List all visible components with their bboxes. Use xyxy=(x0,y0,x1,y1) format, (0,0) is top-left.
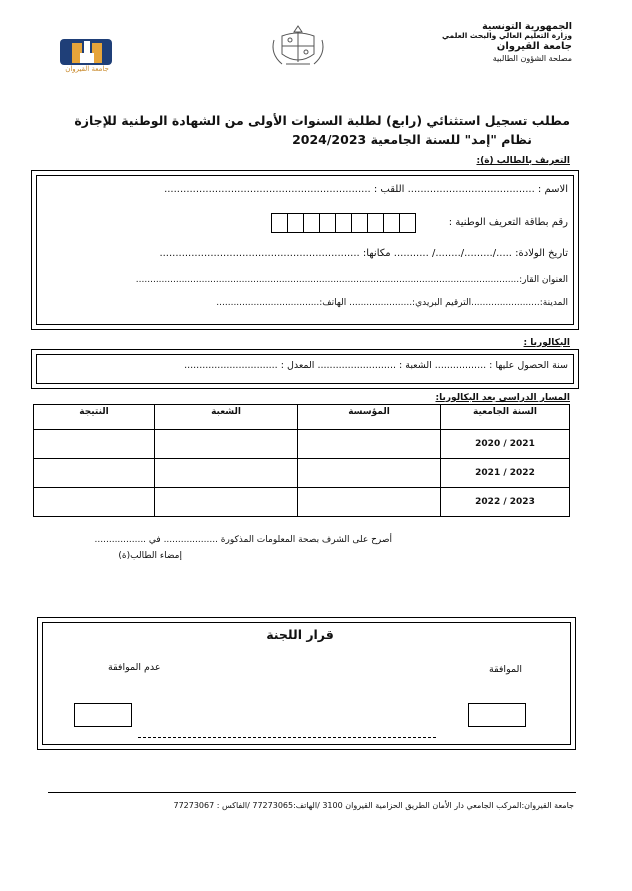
committee-title: قرار اللجنة xyxy=(266,627,334,642)
national-id-input[interactable] xyxy=(272,213,416,233)
table-row xyxy=(34,430,570,459)
logo-caption: جامعة القيروان xyxy=(65,65,109,73)
path-section-title: المسار الدراسي بعد البكالوريا: xyxy=(435,393,570,403)
reject-checkbox[interactable] xyxy=(74,703,132,727)
approve-label: الموافقة xyxy=(488,664,522,675)
form-title-line2: نظام "إمد" للسنة الجامعية 2024/2023 xyxy=(292,132,532,147)
ministry-name: وزارة التعليم العالي والبحث العلمي xyxy=(441,30,572,40)
id-digit-cell[interactable] xyxy=(351,213,368,233)
form-title-line1: مطلب تسجيل استثنائي (رابع) لطلبة السنوات الأولى من الشهادة الوطنية للإجازة xyxy=(74,113,570,128)
result-cell[interactable] xyxy=(34,430,155,459)
service-name: مصلحة الشؤون الطالبية xyxy=(492,54,572,64)
col-result: النتيجة xyxy=(34,405,155,430)
id-digit-cell[interactable] xyxy=(335,213,352,233)
result-cell[interactable] xyxy=(34,488,155,517)
table-header-row xyxy=(34,405,570,430)
institution-cell[interactable] xyxy=(298,488,441,517)
table-row xyxy=(34,459,570,488)
col-institution: المؤسسة xyxy=(298,405,441,430)
id-digit-cell[interactable] xyxy=(383,213,400,233)
national-id-label: رقم بطاقة التعريف الوطنية : xyxy=(448,217,568,228)
header-institution xyxy=(382,22,572,64)
address-field[interactable]: العنوان القار:...................................................................................................................................... xyxy=(135,275,568,285)
bac-field[interactable]: سنة الحصول عليها : ................. الشعبة : .......................... المعدل : ............................... xyxy=(184,360,568,371)
student-section-title: التعريف بالطالب (ة): xyxy=(476,156,570,166)
university-logo xyxy=(50,35,122,85)
student-signature-label: إمضاء الطالب(ة) xyxy=(118,551,182,561)
result-cell[interactable] xyxy=(34,459,155,488)
year-cell: 2022 / 2021 xyxy=(441,459,570,488)
city-field[interactable]: المدينة:........................الترقيم البريدي:...................... الهاتف:.................................... xyxy=(216,298,568,308)
branch-cell[interactable] xyxy=(155,430,298,459)
signature-line xyxy=(138,737,436,738)
id-digit-cell[interactable] xyxy=(303,213,320,233)
id-digit-cell[interactable] xyxy=(271,213,288,233)
footer-address: جامعة القيروان:المركب الجامعي دار الأمان الطريق الحزامية القيروان 3100 /الهاتف:77273065 /الفاكس : 77273067 xyxy=(173,801,574,810)
declaration-text: أصرح على الشرف بصحة المعلومات المذكورة ................... في .................. xyxy=(94,535,392,545)
institution-cell[interactable] xyxy=(298,430,441,459)
col-year: السنة الجامعية xyxy=(441,405,570,430)
approve-checkbox[interactable] xyxy=(468,703,526,727)
id-digit-cell[interactable] xyxy=(287,213,304,233)
year-cell: 2023 / 2022 xyxy=(441,488,570,517)
branch-cell[interactable] xyxy=(155,488,298,517)
birth-field[interactable]: تاريخ الولادة: ...../........./......../ ........... مكانها: ............................................................... xyxy=(159,248,568,259)
country-name: الجمهورية التونسية xyxy=(482,21,572,32)
study-path-table xyxy=(33,404,570,517)
institution-cell[interactable] xyxy=(298,459,441,488)
reject-label: عدم الموافقة xyxy=(108,662,161,673)
col-branch: الشعبة xyxy=(155,405,298,430)
bac-section-title: البكالوريا : xyxy=(523,338,570,348)
national-emblem-icon xyxy=(268,22,328,72)
year-cell: 2021 / 2020 xyxy=(441,430,570,459)
university-name: جامعة القيروان xyxy=(496,40,572,52)
id-digit-cell[interactable] xyxy=(367,213,384,233)
id-digit-cell[interactable] xyxy=(399,213,416,233)
table-row xyxy=(34,488,570,517)
name-field[interactable]: الاسم : ........................................ اللقب : ................................................................. xyxy=(164,184,568,195)
branch-cell[interactable] xyxy=(155,459,298,488)
id-digit-cell[interactable] xyxy=(319,213,336,233)
footer-divider xyxy=(48,792,576,793)
